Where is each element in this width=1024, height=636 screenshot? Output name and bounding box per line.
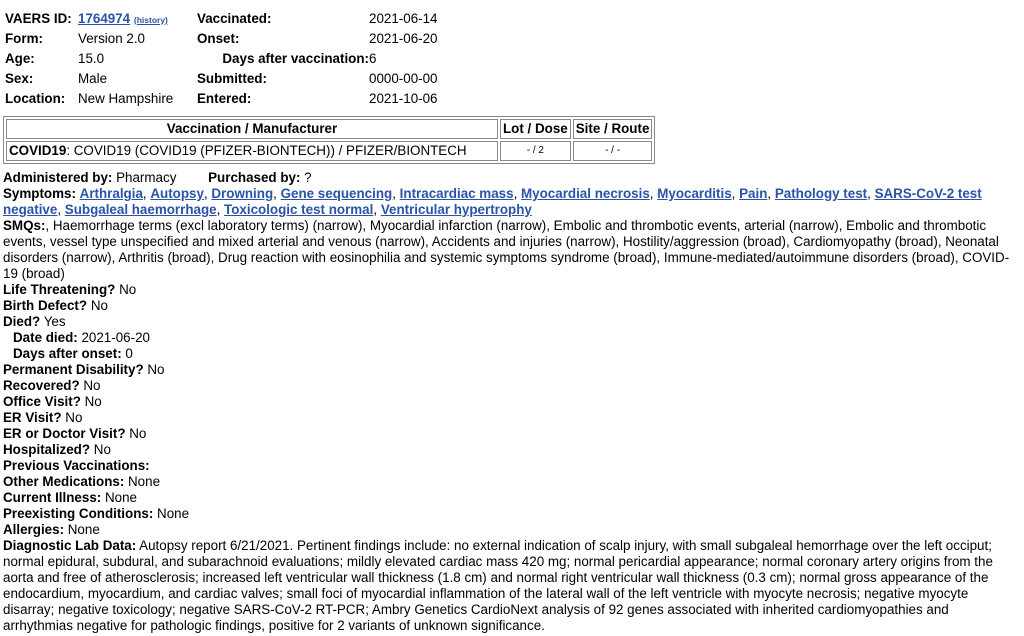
symptom-link[interactable]: Myocarditis: [657, 186, 732, 201]
days-after-onset-label: Days after onset:: [13, 346, 122, 361]
entered-label: Entered:: [197, 91, 252, 106]
life-threatening-label: Life Threatening?: [3, 282, 116, 297]
recovered-line: [3, 378, 1019, 394]
previous-vaccinations-line: [3, 458, 1019, 474]
er-visit-value: No: [65, 410, 83, 425]
col-site-route: Site / Route: [573, 119, 653, 139]
birth-defect-label: Birth Defect?: [3, 298, 88, 313]
symptoms-label: Symptoms:: [3, 186, 76, 201]
form-label: Form:: [5, 31, 43, 46]
hospitalized-label: Hospitalized?: [3, 442, 91, 457]
preexisting-conditions-label: Preexisting Conditions:: [3, 506, 154, 521]
symptom-link[interactable]: Pain: [739, 186, 768, 201]
died-value: Yes: [43, 314, 66, 329]
vaers-id-label: VAERS ID:: [5, 11, 72, 26]
life-threatening-value: No: [119, 282, 137, 297]
allergies-line: [3, 522, 1019, 538]
office-visit-value: No: [84, 394, 102, 409]
permanent-disability-line: [3, 362, 1019, 378]
symptom-link[interactable]: Drowning: [211, 186, 274, 201]
onset-value: 2021-06-20: [369, 31, 438, 46]
symptom-link[interactable]: Gene sequencing: [280, 186, 393, 201]
site-route-value: - / -: [573, 141, 653, 161]
administration-line: [3, 170, 1019, 186]
date-died-value: 2021-06-20: [81, 330, 150, 345]
location-label: Location:: [5, 91, 66, 106]
days-after-vaccination-label: Days after vaccination:: [222, 51, 369, 66]
diagnostic-lab-data-value: Autopsy report 6/21/2021. Pertinent findings include: no external indication of scalp injury, with small subgaleal hemorrhage over the left occiput; normal epidural, subdural, and subarachnoid evaluations; mildly elevated cardiac mass 420 mg; normal pericardial appearance; normal coronary artery origins from the aorta and free of atherosclerosis; increased left ventricular wall thickness (1.8 cm) and normal right ventricular wall thickness (0.3 cm); normal gross appearance of the endocardium, myocardium, and cardiac valves; small foci of myocardial inflammation of the lateral wall of the left ventricle with myocyte necrosis; negative myocyte disarray; negative toxicology; negative SARS-CoV-2 RT-PCR; Ambry Genetics CardioNext analysis of 92 genes associated with inherited cardiomyopathies and arrhythmias negative for pathologic findings, positive for 2 variants of unknown significance.: [3, 538, 993, 633]
submitted-value: 0000-00-00: [369, 71, 438, 86]
preexisting-conditions-value: None: [157, 506, 190, 521]
office-visit-line: [3, 394, 1019, 410]
symptoms-line: [3, 186, 1019, 218]
col-vaccination-manufacturer: Vaccination / Manufacturer: [6, 119, 498, 139]
symptom-link[interactable]: Pathology test: [774, 186, 868, 201]
recovered-value: No: [83, 378, 101, 393]
lot-dose-value: - / 2: [500, 141, 571, 161]
symptom-link[interactable]: Myocardial necrosis: [521, 186, 650, 201]
smqs-value: , Haemorrhage terms (excl laboratory terms) (narrow), Myocardial infarction (narrow), Embolic and thrombotic events, arterial (narrow), Embolic and thrombotic events, vessel type unspecified and mixed arterial and venous (narrow), Accidents and injuries (narrow), Hostility/aggression (broad), Cardiomyopathy (broad), Neonatal disorders (narrow), Arthritis (broad), Drug reaction with eosinophilia and systemic symptoms syndrome (broad), Immune-mediated/autoimmune disorders (broad), COVID-19 (broad): [3, 218, 1010, 281]
history-link[interactable]: (history): [133, 14, 168, 25]
vaccine-type: COVID19: [9, 143, 67, 158]
office-visit-label: Office Visit?: [3, 394, 81, 409]
current-illness-line: [3, 490, 1019, 506]
current-illness-value: None: [104, 490, 137, 505]
symptom-link[interactable]: SARS-CoV-2 test negative: [3, 186, 982, 217]
life-threatening-line: [3, 282, 1019, 298]
other-medications-label: Other Medications:: [3, 474, 125, 489]
allergies-value: None: [67, 522, 100, 537]
diagnostic-lab-data-line: [3, 538, 1019, 634]
preexisting-conditions-line: [3, 506, 1019, 522]
vaccinated-value: 2021-06-14: [369, 11, 438, 26]
smqs-line: [3, 218, 1019, 282]
header-table: [5, 9, 438, 109]
symptom-link[interactable]: Toxicologic test normal: [224, 202, 374, 217]
allergies-label: Allergies:: [3, 522, 65, 537]
permanent-disability-value: No: [147, 362, 165, 377]
location-value: New Hampshire: [78, 91, 174, 106]
permanent-disability-label: Permanent Disability?: [3, 362, 144, 377]
sex-label: Sex:: [5, 71, 34, 86]
er-doctor-visit-line: [3, 426, 1019, 442]
form-value: Version 2.0: [78, 31, 145, 46]
col-lot-dose: Lot / Dose: [500, 119, 571, 139]
symptom-link[interactable]: Intracardiac mass: [399, 186, 514, 201]
diagnostic-lab-data-label: Diagnostic Lab Data:: [3, 538, 137, 553]
symptom-list: Arthralgia, Autopsy, Drowning, Gene sequencing, Intracardiac mass, Myocardial necrosis, Myocarditis, Pain, Pathology test, SARS-CoV-2 test negative, Subgaleal haemorrhage, Toxicologic test normal, Ventricular hypertrophy: [3, 186, 982, 217]
er-doctor-visit-value: No: [129, 426, 147, 441]
vaers-id-link[interactable]: 1764974: [78, 10, 131, 26]
vaers-id-cell: [78, 9, 197, 29]
vaccination-table: [3, 116, 655, 164]
vaccination-table-wrapper: [3, 116, 655, 164]
date-died-line: [3, 330, 1019, 346]
age-value: 15.0: [78, 51, 105, 66]
birth-defect-line: [3, 298, 1019, 314]
symptom-link[interactable]: Autopsy: [150, 186, 204, 201]
vaccine-description: : COVID19 (COVID19 (PFIZER-BIONTECH)) / PFIZER/BIONTECH: [66, 143, 467, 158]
died-label: Died?: [3, 314, 41, 329]
report-header: [5, 9, 438, 109]
report-body: [3, 170, 1019, 634]
administered-value: Pharmacy: [116, 170, 177, 185]
smqs-label: SMQs:: [3, 218, 46, 233]
vaccine-cell: [6, 141, 498, 161]
entered-value: 2021-10-06: [369, 91, 438, 106]
other-medications-line: [3, 474, 1019, 490]
er-visit-line: [3, 410, 1019, 426]
age-label: Age:: [5, 51, 35, 66]
symptom-link[interactable]: Subgaleal haemorrhage: [64, 202, 217, 217]
sex-value: Male: [78, 71, 108, 86]
vaccinated-label: Vaccinated:: [197, 11, 272, 26]
previous-vaccinations-label: Previous Vaccinations:: [3, 458, 150, 473]
birth-defect-value: No: [90, 298, 108, 313]
days-after-onset-value: 0: [125, 346, 133, 361]
er-doctor-visit-label: ER or Doctor Visit?: [3, 426, 126, 441]
submitted-label: Submitted:: [197, 71, 267, 86]
symptom-link[interactable]: Ventricular hypertrophy: [380, 202, 532, 217]
hospitalized-value: No: [93, 442, 111, 457]
current-illness-label: Current Illness:: [3, 490, 102, 505]
other-medications-value: None: [128, 474, 161, 489]
days-after-vaccination-value: 6: [369, 51, 377, 66]
days-after-onset-line: [3, 346, 1019, 362]
date-died-label: Date died:: [13, 330, 78, 345]
hospitalized-line: [3, 442, 1019, 458]
symptom-link[interactable]: Arthralgia: [79, 186, 143, 201]
recovered-label: Recovered?: [3, 378, 80, 393]
er-visit-label: ER Visit?: [3, 410, 62, 425]
administered-label: Administered by:: [3, 170, 113, 185]
purchased-value: ?: [304, 170, 312, 185]
table-row: [6, 141, 652, 161]
onset-label: Onset:: [197, 31, 240, 46]
purchased-label: Purchased by:: [208, 170, 301, 185]
died-line: [3, 314, 1019, 330]
